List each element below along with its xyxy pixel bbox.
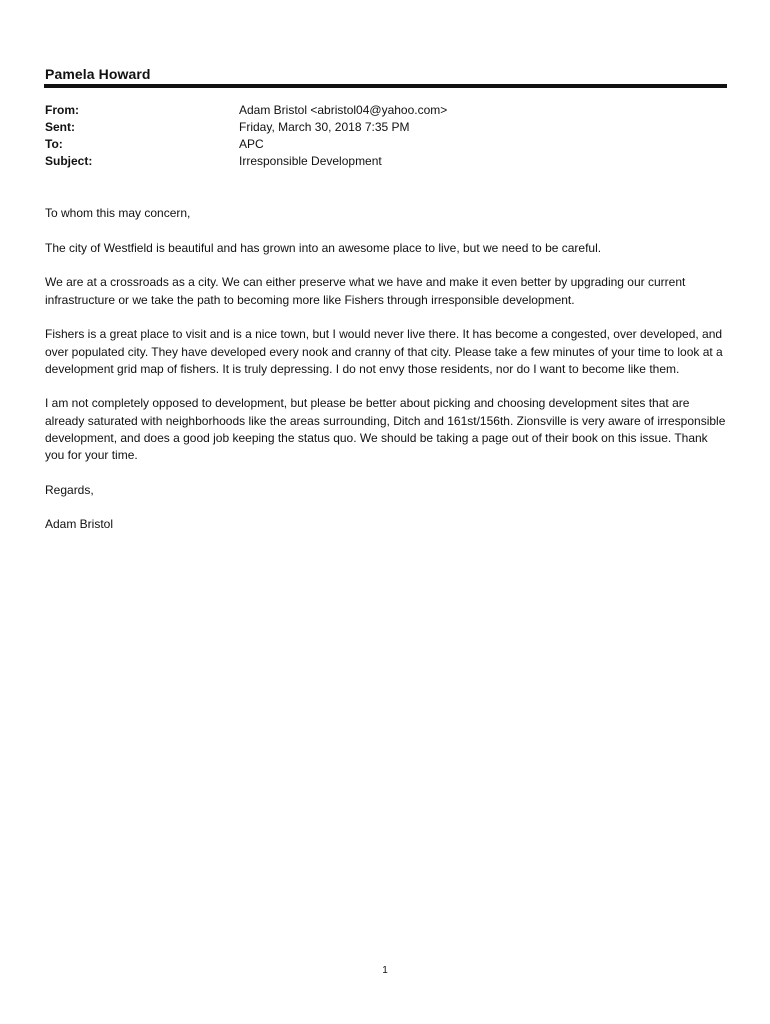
subject-label: Subject:: [45, 154, 93, 168]
body-paragraph: Fishers is a great place to visit and is a nice town, but I would never live there. It has become a congested, over developed, and over populated city. They have developed every nook and cranny of that city. Please take a few minutes of your time to look at a development grid map of fishers. It is truly depressing. I do not envy those residents, nor do I want to become like them.: [45, 327, 723, 376]
email-body: [45, 205, 730, 551]
from-label: From:: [45, 103, 79, 117]
subject-value: Irresponsible Development: [239, 154, 382, 168]
page-number: 1: [382, 965, 388, 976]
from-value: Adam Bristol <abristol04@yahoo.com>: [239, 103, 448, 117]
email-header-fields: [45, 102, 725, 170]
sent-row: [45, 119, 725, 136]
salutation: To whom this may concern,: [45, 206, 191, 220]
to-label: To:: [45, 137, 63, 151]
body-paragraph: I am not completely opposed to development, but please be better about picking and choosing development sites that are already saturated with neighborhoods like the areas surrounding, Ditch and 161st/156th. Zionsville is very aware of irresponsible development, and does a good job keeping the status quo. We should be taking a page out of their book on this issue. Thank you for your time.: [45, 396, 726, 463]
closing: Regards,: [45, 482, 94, 497]
from-row: [45, 102, 725, 119]
sent-value: Friday, March 30, 2018 7:35 PM: [239, 120, 410, 134]
to-row: [45, 136, 725, 153]
body-paragraph: We are at a crossroads as a city. We can either preserve what we have and make it even better by upgrading our current infrastructure or we take the path to becoming more like Fishers through irresponsible development.: [45, 275, 686, 307]
body-paragraph: The city of Westfield is beautiful and has grown into an awesome place to live, but we need to be careful.: [45, 240, 602, 255]
subject-row: [45, 153, 725, 170]
to-value: APC: [239, 137, 264, 151]
sent-label: Sent:: [45, 120, 75, 134]
header-divider: [44, 84, 727, 88]
signature: Adam Bristol: [45, 517, 114, 532]
mailbox-owner-name: Pamela Howard: [45, 66, 151, 82]
